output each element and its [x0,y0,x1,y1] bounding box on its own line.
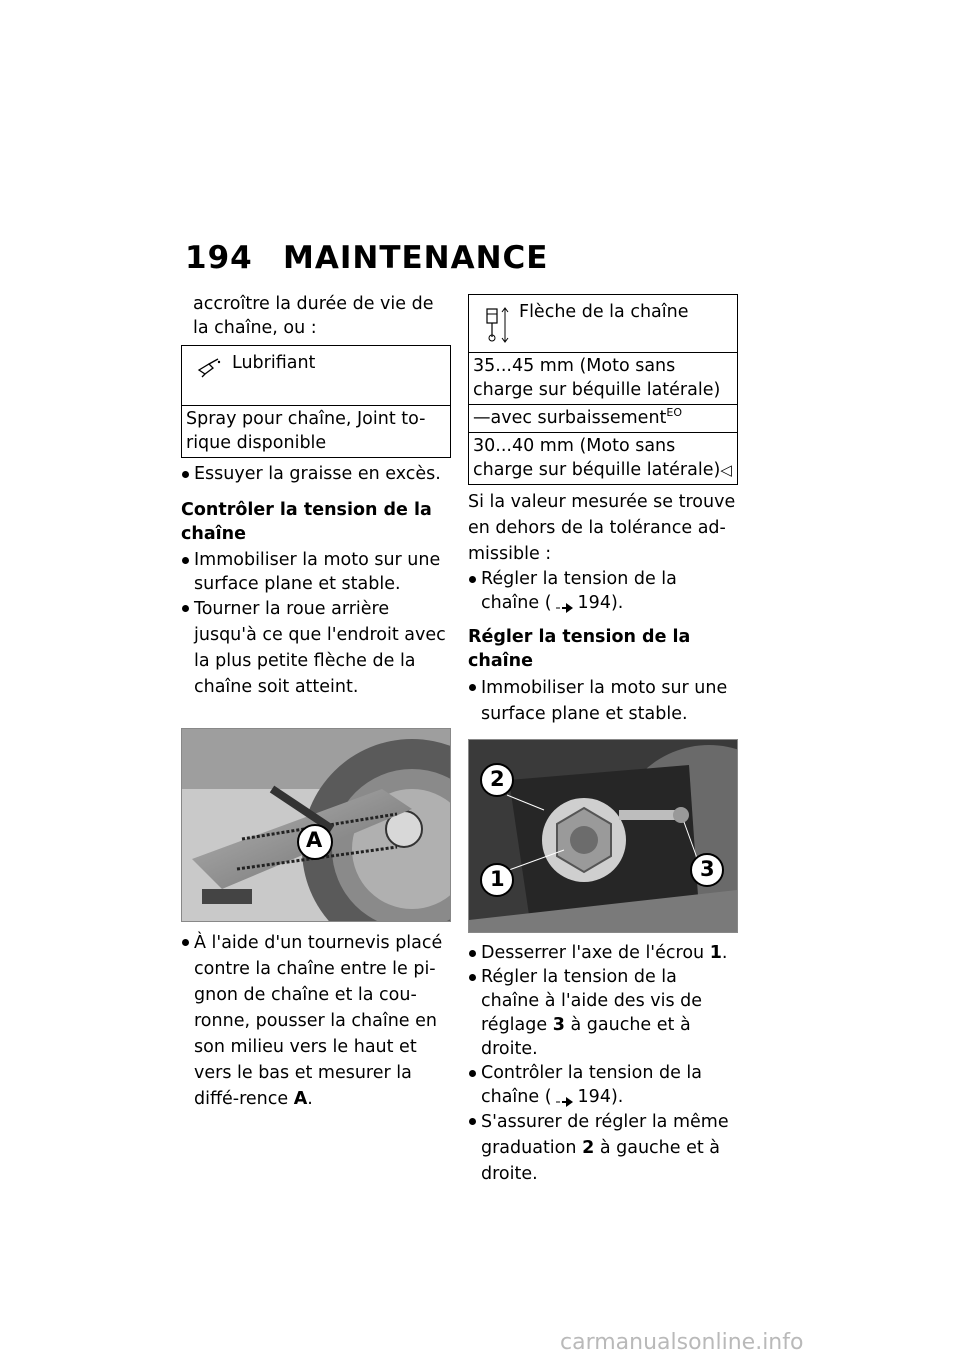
list-item-text: Desserrer l'axe de l'écrou [481,943,705,963]
oil-can-icon [196,356,222,385]
ref-number: 2 [582,1138,595,1158]
chain-sag-title: Flèche de la chaîne [519,302,689,322]
photo-label-2: 2 [490,767,505,791]
section-title: MAINTENANCE [283,240,549,276]
list-item [468,1109,738,1187]
list-item-text: S'assurer de régler la même graduation [481,1112,729,1158]
list-item-text: Contrôler la tension de la chaîne ( [481,1063,703,1107]
list-item-text: Régler la tension de la chaîne ( [481,569,677,613]
section-heading: Contrôler la tension de la chaîne [181,500,432,544]
list-item-end: ). [610,593,624,613]
photo-label-3: 3 [700,857,715,881]
chain-sag-value: 35...45 mm (Moto sans charge sur béquille latérale) [469,352,737,404]
ref-number: 3 [552,1015,565,1035]
right-column [468,294,738,1187]
section-heading: Régler la tension de la chaîne [468,627,691,671]
intro-text: accroître la durée de vie de la chaîne, ou : [193,294,434,338]
option-text: —avec surbaissement [473,408,667,428]
value-text: 30...40 mm (Moto sans charge sur béquille latérale) [473,436,721,480]
lubricant-box-head [182,346,450,405]
list-item-end: . [307,1089,313,1109]
ref-number: 1 [709,943,722,963]
list-item [468,567,738,615]
end-mark: ◁ [720,461,732,479]
list-item-text: Régler la tension de la chaîne à l'aide des vis de réglage [481,967,703,1035]
watermark: carmanualsonline.info [560,1330,804,1355]
list-item: Tourner la roue arrière jusqu'à ce que l'endroit avec la plus petite flèche de la chaîne soit atteint. [181,596,451,700]
list-item: Essuyer la graisse en excès. [181,462,451,486]
page-ref-icon [555,597,575,609]
tolerance-text: Si la valeur mesurée se trouve en dehors de la tolérance ad-missible : [468,492,736,564]
page-ref-icon [555,1091,575,1103]
list-item: Immobiliser la moto sur une surface plane et stable. [181,548,451,596]
list-item-end: ). [610,1087,624,1107]
option-sup: EO [666,406,683,420]
photo-label-1: 1 [490,867,505,891]
list-item [468,1061,738,1109]
page-ref[interactable]: 194 [577,593,611,613]
list-item: Immobiliser la moto sur une surface plane et stable. [468,675,738,727]
list-item [468,965,738,1061]
chain-adjuster-photo [468,739,738,933]
page-number: 194 [185,240,253,276]
left-column [181,292,451,1112]
lubricant-text: Spray pour chaîne, Joint to-rique disponible [182,405,450,457]
photo-label-a: A [306,828,323,852]
list-item [181,930,451,1112]
chain-sag-value-lowered [469,432,737,484]
ref-letter: A [293,1089,308,1109]
page-ref[interactable]: 194 [577,1087,611,1107]
list-item-end: à gauche et à droite. [481,1138,720,1184]
chain-sag-option [469,404,737,432]
chain-sag-icon [483,305,513,352]
list-item [468,941,738,965]
lubricant-box [181,345,451,458]
chain-sag-box-head [469,295,737,352]
lubricant-title: Lubrifiant [232,353,316,373]
list-item-end: . [721,943,728,963]
list-item-end: à gauche et à droite. [481,1015,691,1059]
chain-sag-box [468,294,738,485]
list-item-text: À l'aide d'un tournevis placé contre la chaîne entre le pi-gnon de chaîne et la cou-ronne, pousser la chaîne en son milieu vers le haut et vers le bas et mesurer la diffé-rence [194,933,443,1109]
chain-measure-photo [181,728,451,922]
